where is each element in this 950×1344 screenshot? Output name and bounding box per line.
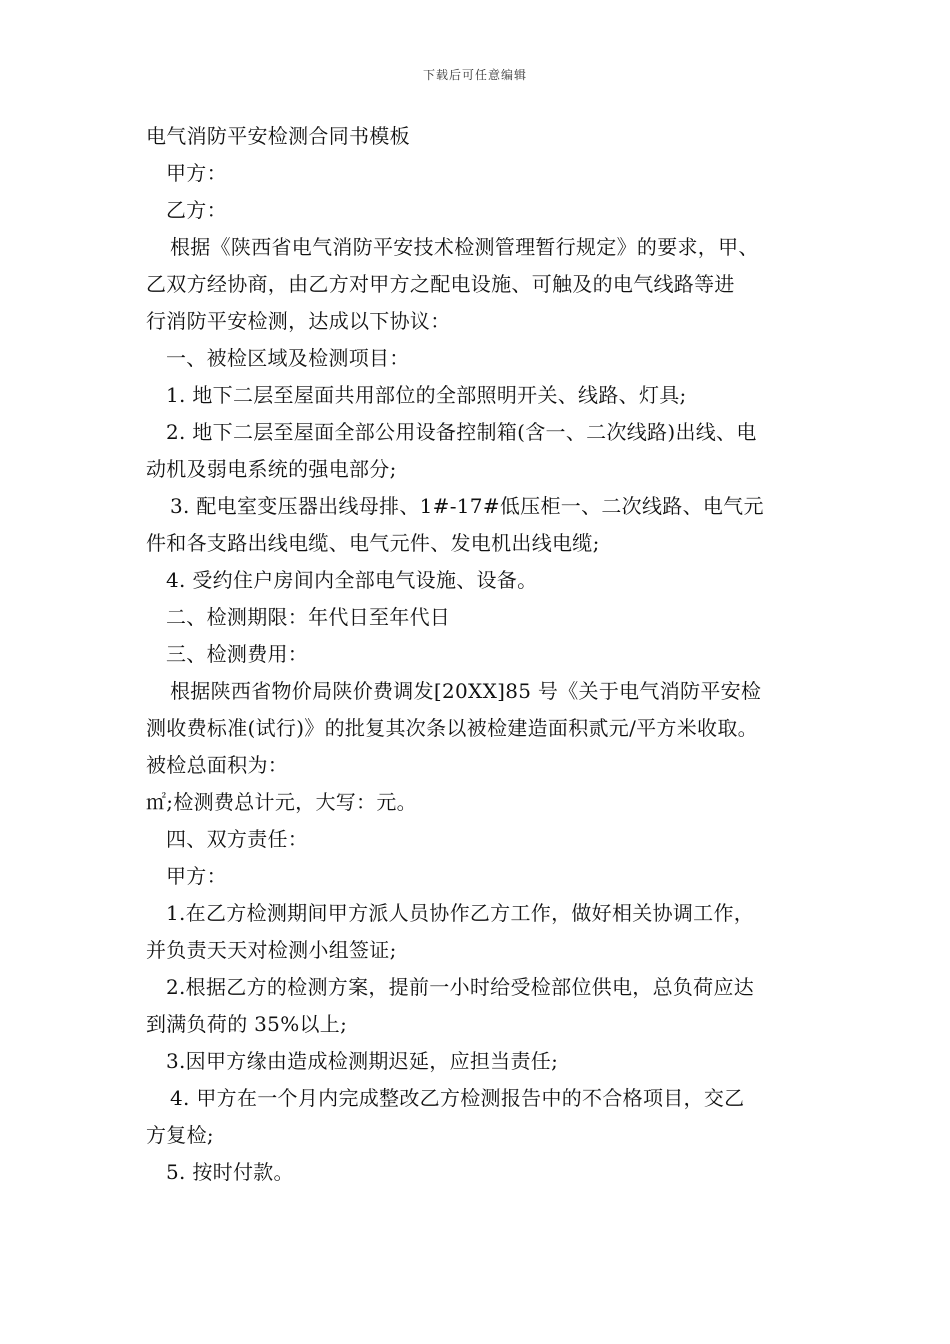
section3-line: ㎡;检测费总计元，大写：元。 — [146, 790, 417, 814]
section4-item-continued: 并负责天天对检测小组签证; — [146, 938, 397, 962]
section4-item: 1.在乙方检测期间甲方派人员协作乙方工作，做好相关协调工作， — [166, 901, 755, 925]
section4-item: 4. 甲方在一个月内完成整改乙方检测报告中的不合格项目，交乙 — [170, 1086, 745, 1110]
section4-item: 2.根据乙方的检测方案，提前一小时给受检部位供电，总负荷应达 — [166, 975, 755, 999]
party-b-label: 乙方： — [166, 198, 227, 222]
party-a-label: 甲方： — [166, 161, 227, 185]
intro-line: 行消防平安检测，达成以下协议： — [146, 309, 451, 333]
section4-item: 3.因甲方缘由造成检测期迟延，应担当责任; — [166, 1049, 559, 1073]
header-note: 下载后可任意编辑 — [422, 68, 527, 82]
section1-item: 3. 配电室变压器出线母排、1#-17#低压柜一、二次线路、电气元 — [170, 494, 764, 518]
section3-line: 被检总面积为： — [146, 753, 289, 777]
document-title: 电气消防平安检测合同书模板 — [146, 124, 410, 148]
document-body — [146, 118, 822, 1191]
section4-item: 5. 按时付款。 — [166, 1160, 294, 1184]
section1-item: 4. 受约住户房间内全部电气设施、设备。 — [166, 568, 538, 592]
section1-heading: 一、被检区域及检测项目： — [166, 346, 410, 370]
section1-item-continued: 件和各支路出线电缆、电气元件、发电机出线电缆; — [146, 531, 600, 555]
section4-item-continued: 到满负荷的 35%以上; — [146, 1012, 348, 1036]
section4-item-continued: 方复检; — [146, 1123, 214, 1147]
section1-item: 1. 地下二层至屋面共用部位的全部照明开关、线路、灯具; — [166, 383, 687, 407]
section2-heading: 二、检测期限：年代日至年代日 — [166, 605, 451, 629]
section1-item: 2. 地下二层至屋面全部公用设备控制箱(含一、二次线路)出线、电 — [166, 420, 757, 444]
section3-heading: 三、检测费用： — [166, 642, 309, 666]
section3-line: 测收费标准(试行)》的批复其次条以被检建造面积贰元/平方米收取。 — [146, 716, 758, 740]
intro-line: 根据《陕西省电气消防平安技术检测管理暂行规定》的要求，甲、 — [170, 235, 759, 259]
section3-line: 根据陕西省物价局陕价费调发[20XX]85 号《关于电气消防平安检 — [170, 679, 762, 703]
section1-item-continued: 动机及弱电系统的强电部分; — [146, 457, 397, 481]
section4-party-a-label: 甲方： — [166, 864, 227, 888]
section4-heading: 四、双方责任： — [166, 827, 309, 851]
intro-line: 乙双方经协商，由乙方对甲方之配电设施、可触及的电气线路等进 — [146, 272, 735, 296]
